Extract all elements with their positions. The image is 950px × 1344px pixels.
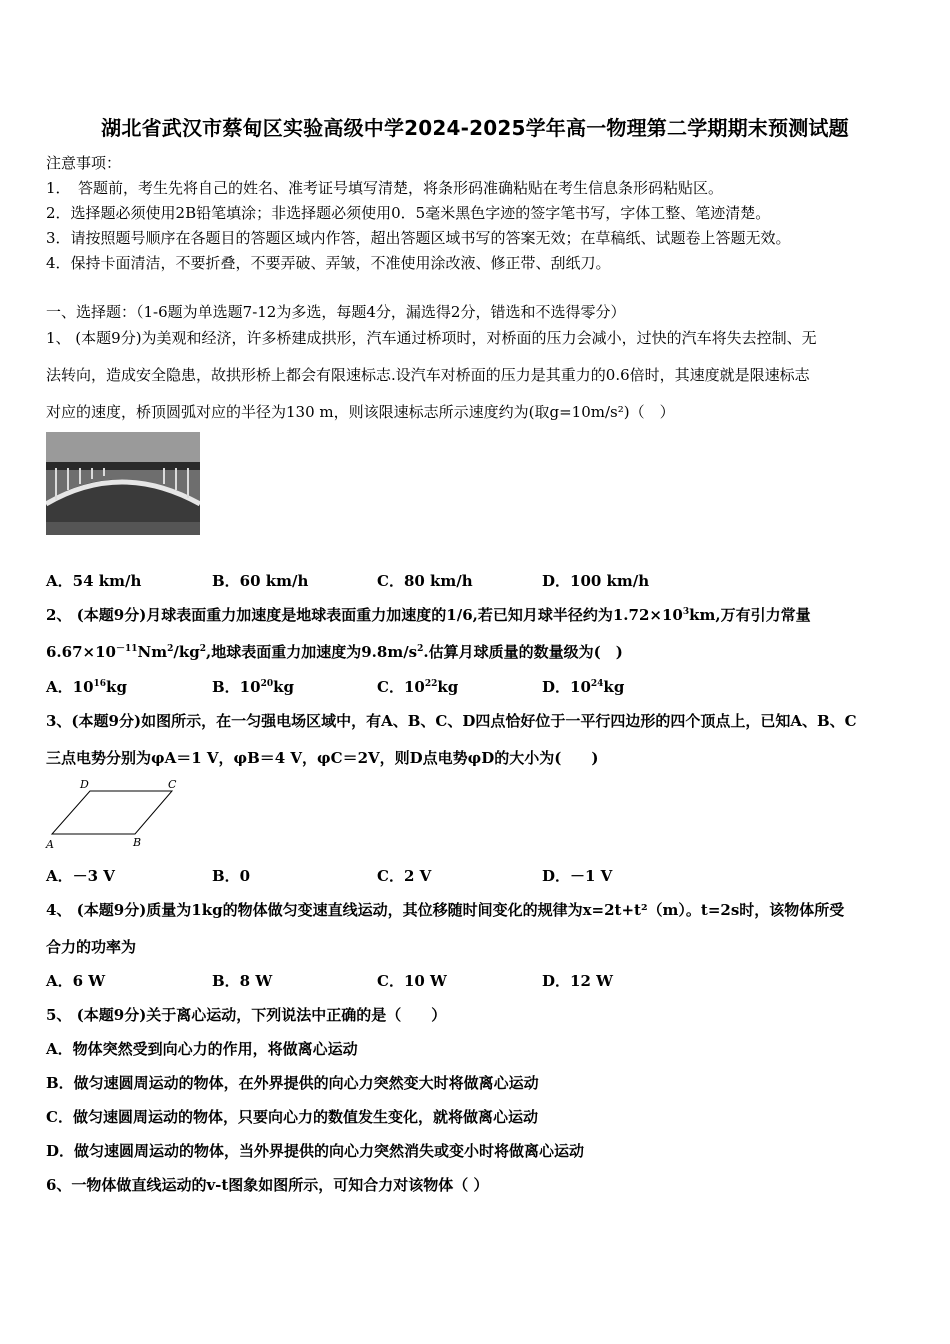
q3-option-c[interactable]: C．2 V <box>377 867 432 885</box>
label-c: C <box>168 778 177 791</box>
q3-line-1: 3、(本题9分)如图所示，在一匀强电场区域中，有A、B、C、D四点恰好位于一平行四边形的四个顶点上，已知A、B、C <box>46 712 857 730</box>
q3-option-d[interactable]: D．－1 V <box>542 867 613 885</box>
q1-option-c[interactable]: C．80 km/h <box>377 572 473 590</box>
notice-item-2: 2．选择题必须使用2B铅笔填涂；非选择题必须使用0．5毫米黑色字迹的签字笔书写，字体工整、笔迹清楚。 <box>46 204 771 222</box>
q5-line-1: 5、 (本题9分)关于离心运动，下列说法中正确的是（ ） <box>46 1006 447 1024</box>
label-d: D <box>80 778 89 791</box>
q5-option-a[interactable]: A．物体突然受到向心力的作用，将做离心运动 <box>46 1040 358 1058</box>
q3-option-a[interactable]: A．－3 V <box>46 867 115 885</box>
q5-option-b[interactable]: B．做匀速圆周运动的物体，在外界提供的向心力突然变大时将做离心运动 <box>46 1074 539 1092</box>
q2-option-d[interactable]: D．$10^{24}kg$ <box>542 678 625 696</box>
notice-item-3: 3．请按照题号顺序在各题目的答题区域内作答，超出答题区域书写的答案无效；在草稿纸、试题卷上答题无效。 <box>46 229 791 247</box>
q4-option-a[interactable]: A．6 W <box>46 972 106 990</box>
q4-option-d[interactable]: D．12 W <box>542 972 613 990</box>
notice-item-1: 1． 答题前，考生先将自己的姓名、准考证号填写清楚，将条形码准确粘贴在考生信息条形码粘贴区。 <box>46 179 724 197</box>
q6-line-1: 6、一物体做直线运动的v-t图象如图所示，可知合力对该物体（ ） <box>46 1176 489 1194</box>
q1-line-1: 1、 (本题9分)为美观和经济，许多桥建成拱形，汽车通过桥项时，对桥面的压力会减小，过快的汽车将失去控制、无 <box>46 329 817 347</box>
q4-option-b[interactable]: B．8 W <box>212 972 273 990</box>
q2-line-2: $6.67\times 10^{-11}Nm^2/kg^2$,地球表面重力加速度为$9.8m/s^2$.估算月球质量的数量级为( ) <box>46 643 623 661</box>
q3-line-2: 三点电势分别为φA＝1 V，φB＝4 V，φC＝2V，则D点电势φD的大小为( ) <box>46 749 599 767</box>
q5-option-c[interactable]: C．做匀速圆周运动的物体，只要向心力的数值发生变化，就将做离心运动 <box>46 1108 538 1126</box>
q4-line-2: 合力的功率为 <box>46 938 137 956</box>
q2-option-b[interactable]: B．$10^{20}kg$ <box>212 678 294 696</box>
label-a: A <box>46 838 54 851</box>
q1-option-b[interactable]: B．60 km/h <box>212 572 309 590</box>
q5-option-d[interactable]: D．做匀速圆周运动的物体，当外界提供的向心力突然消失或变小时将做离心运动 <box>46 1142 585 1160</box>
q1-option-a[interactable]: A．54 km/h <box>46 572 142 590</box>
q2-option-a[interactable]: A．$10^{16}kg$ <box>46 678 127 696</box>
parallelogram-figure <box>40 774 190 854</box>
q4-option-c[interactable]: C．10 W <box>377 972 447 990</box>
label-b: B <box>133 836 142 849</box>
q1-line-3: 对应的速度，桥顶圆弧对应的半径为130 m，则该限速标志所示速度约为(取g=10m/s²)（ ） <box>46 403 675 421</box>
notice-item-4: 4．保持卡面清洁，不要折叠，不要弄破、弄皱，不准使用涂改液、修正带、刮纸刀。 <box>46 254 611 272</box>
q2-option-c[interactable]: C．$10^{22}kg$ <box>377 678 459 696</box>
q3-option-b[interactable]: B．0 <box>212 867 251 885</box>
q2-line-1: 2、 (本题9分)月球表面重力加速度是地球表面重力加速度的1/6,若已知月球半径约为$1.72\times 10^3km$,万有引力常量 <box>46 606 811 624</box>
q1-line-2: 法转向，造成安全隐患，故拱形桥上都会有限速标志.设汽车对桥面的压力是其重力的0.6倍时，其速度就是限速标志 <box>46 366 810 384</box>
section-heading: 一、选择题：（1-6题为单选题7-12为多选，每题4分，漏选得2分，错选和不选得零分） <box>46 303 626 321</box>
q4-line-1: 4、 (本题9分)质量为1kg的物体做匀变速直线运动，其位移随时间变化的规律为x=2t+t²（m）。t=2s时，该物体所受 <box>46 901 845 919</box>
arch-bridge-photo <box>46 432 200 535</box>
page-title: 湖北省武汉市蔡甸区实验高级中学2024-2025学年高一物理第二学期期末预测试题 <box>101 116 849 140</box>
q1-option-d[interactable]: D．100 km/h <box>542 572 650 590</box>
notice-heading: 注意事项： <box>46 154 122 172</box>
